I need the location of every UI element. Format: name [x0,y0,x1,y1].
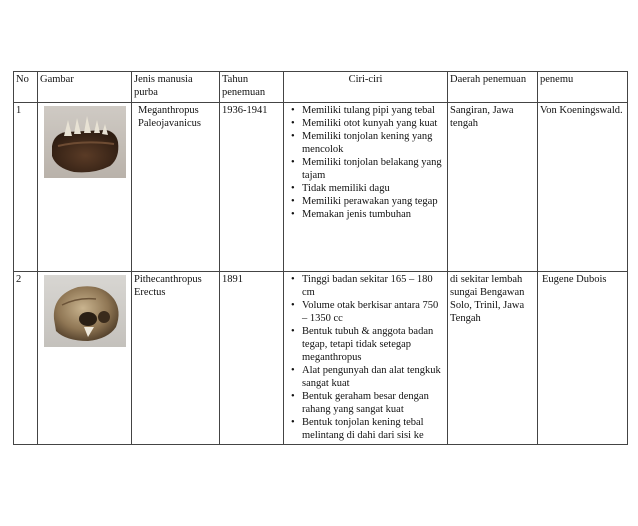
list-item: • Memiliki otot kunyah yang kuat [302,117,445,130]
header-gambar: Gambar [38,72,132,103]
species-name: Meganthropus Paleojavanicus [132,103,220,272]
fossil-jaw-photo [44,106,126,178]
table-row [14,272,628,445]
characteristics-list [286,104,445,221]
discoverer: Von Koeningswald. [538,103,628,272]
characteristics-cell [284,272,448,445]
discoverer: Eugene Dubois [538,272,628,445]
list-item: • Memiliki tonjolan kening yang mencolok [302,130,445,156]
image-cell [38,103,132,272]
header-daerah: Daerah penemuan [448,72,538,103]
header-row [14,72,628,103]
discovery-year: 1891 [220,272,284,445]
table-row [14,103,628,272]
list-item: • Bentuk tonjolan kening tebal melintang di dahi dari sisi ke [302,416,445,442]
list-item: • Tinggi badan sekitar 165 – 180 cm [302,273,445,299]
characteristics-cell [284,103,448,272]
list-item: • Bentuk tubuh & anggota badan tegap, tetapi tidak setegap meganthropus [302,325,445,364]
header-tahun: Tahun penemuan [220,72,284,103]
header-ciri: Ciri-ciri [284,72,448,103]
image-cell [38,272,132,445]
header-penemu: penemu [538,72,628,103]
discovery-region: Sangiran, Jawa tengah [448,103,538,272]
discovery-year: 1936-1941 [220,103,284,272]
fossil-skull-photo [44,275,126,347]
list-item: • Alat pengunyah dan alat tengkuk sangat kuat [302,364,445,390]
header-jenis: Jenis manusia purba [132,72,220,103]
list-item: • Volume otak berkisar antara 750 – 1350 cc [302,299,445,325]
species-name: Pithecanthropus Erectus [132,272,220,445]
header-no: No [14,72,38,103]
row-number: 1 [14,103,38,272]
list-item: • Memakan jenis tumbuhan [302,208,445,221]
list-item: • Memiliki tulang pipi yang tebal [302,104,445,117]
prehistoric-humans-table [13,71,628,445]
list-item: • Memiliki perawakan yang tegap [302,195,445,208]
list-item: • Bentuk geraham besar dengan rahang yang sangat kuat [302,390,445,416]
list-item: • Memiliki tonjolan belakang yang tajam [302,156,445,182]
row-number: 2 [14,272,38,445]
characteristics-list [286,273,445,442]
discovery-region: di sekitar lembah sungai Bengawan Solo, Trinil, Jawa Tengah [448,272,538,445]
list-item: • Tidak memiliki dagu [302,182,445,195]
